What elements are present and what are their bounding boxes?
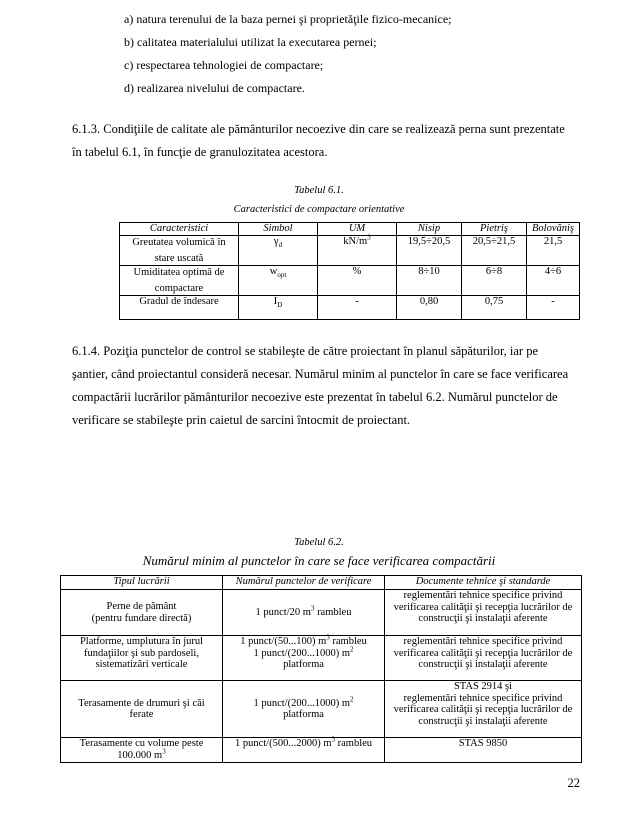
- cell-text: (pentru fundare directă): [91, 612, 192, 624]
- table-cell: 0,80: [397, 296, 462, 320]
- cell-text: stare uscată: [154, 253, 204, 264]
- cell-text: rambleu: [335, 738, 373, 749]
- cell-text: fundaţiilor şi sub pardoseli,: [84, 647, 199, 659]
- cell-text: compactare: [154, 283, 204, 294]
- symbol: I: [273, 296, 278, 307]
- table-cell: [239, 266, 318, 296]
- table-cell: 19,5÷20,5: [397, 236, 462, 266]
- cell-text: reglementări tehnice specifice privind: [403, 636, 563, 647]
- table-row: [61, 636, 582, 681]
- cell-text: verificarea calităţii şi recepţia lucrărilor de: [393, 647, 573, 659]
- table-cell: [120, 266, 239, 296]
- cell-text: 1 punct/(200...1000) m: [253, 697, 351, 709]
- cell-text: Umiditatea optimă de: [133, 267, 225, 278]
- unit-superscript: 3: [367, 233, 371, 242]
- table-cell: [385, 738, 582, 763]
- cell-text: Terasamente cu volume peste: [79, 738, 204, 749]
- table-row: [61, 590, 582, 636]
- table-cell: -: [527, 296, 580, 320]
- table-6-1-label: Tabelul 6.1.: [294, 185, 344, 196]
- table-cell: 6÷8: [462, 266, 527, 296]
- paragraph-line: şantier, când proiectantul consideră necesar. Numărul minim al punctelor în care se face verificarea: [72, 367, 569, 381]
- cell-text: Greutatea volumică în: [132, 237, 226, 248]
- unit: kN/m: [343, 236, 368, 247]
- table-row: [120, 296, 580, 320]
- cell-text: construcţii şi instalaţii aferente: [418, 715, 548, 727]
- table-6-1-title: Caracteristici de compactare orientative: [233, 204, 405, 215]
- header-cell: Tipul lucrării: [61, 576, 223, 590]
- header-cell: Bolovăniş: [527, 223, 580, 236]
- paragraph-line: verificare se stabileşte prin caietul de sarcini întocmit de proiectant.: [72, 413, 411, 427]
- table-6-1: [119, 222, 580, 320]
- symbol: γ: [273, 236, 279, 247]
- superscript: 2: [350, 645, 354, 653]
- cell-text: 100.000 m: [117, 749, 163, 761]
- table-cell: 0,75: [462, 296, 527, 320]
- table-6-2: [60, 575, 582, 763]
- table-cell: [239, 236, 318, 266]
- paragraph-line: 6.1.4. Poziţia punctelor de control se stabileşte de către proiectant în planul săpăturilor, iar pe: [72, 344, 539, 358]
- list-item-a: a) natura terenului de la baza pernei şi proprietăţile fizico-mecanice;: [124, 12, 452, 26]
- symbol-subscript: opt: [277, 271, 287, 280]
- list-item-b: b) calitatea materialului utilizat la executarea pernei;: [124, 35, 377, 49]
- cell-text: verificarea calităţii şi recepţia lucrărilor de: [393, 601, 573, 613]
- table-header-row: [61, 576, 582, 590]
- header-cell: UM: [318, 223, 397, 236]
- superscript: 3: [331, 735, 335, 744]
- table-cell: 4÷6: [527, 266, 580, 296]
- cell-text: platforma: [283, 659, 324, 670]
- table-row: [61, 738, 582, 763]
- table-row: [61, 681, 582, 738]
- table-cell: 21,5: [527, 236, 580, 266]
- list-item-c: c) respectarea tehnologiei de compactare;: [124, 58, 324, 72]
- cell-text: construcţii şi instalaţii aferente: [418, 613, 548, 624]
- table-row: [120, 266, 580, 296]
- table-cell: [223, 590, 385, 636]
- cell-text: verificarea calităţii şi recepţia lucrărilor de: [393, 704, 573, 715]
- superscript: 3: [326, 633, 330, 642]
- cell-text: STAS 2914 şi: [453, 681, 513, 692]
- table-cell: [385, 636, 582, 681]
- table-cell: [61, 681, 223, 738]
- symbol-subscript: D: [277, 301, 283, 310]
- cell-text: 1 punct/20 m: [255, 606, 311, 618]
- table-cell: [318, 266, 397, 296]
- table-cell: 20,5÷21,5: [462, 236, 527, 266]
- header-cell: Pietriş: [462, 223, 527, 236]
- paragraph-line: în tabelul 6.1, în funcţie de granulozitatea acestora.: [72, 145, 328, 159]
- superscript: 3: [310, 604, 315, 613]
- table-cell: [61, 636, 223, 681]
- table-cell: [223, 735, 385, 763]
- table-row: [120, 236, 580, 266]
- table-header-row: [120, 223, 580, 236]
- table-6-2-title: Numărul minim al punctelor în care se face verificarea compactării: [142, 553, 496, 568]
- table-cell: [385, 590, 582, 636]
- cell-text: ferate: [129, 709, 154, 720]
- table-cell: [61, 738, 223, 763]
- header-cell: Simbol: [239, 223, 318, 236]
- cell-text: construcţii şi instalaţii aferente: [418, 659, 548, 670]
- header-cell: Numărul punctelor de verificare: [223, 576, 385, 590]
- superscript: 2: [350, 695, 354, 703]
- table-cell: [223, 633, 385, 681]
- cell-text: Platforme, umplutura în jurul: [79, 636, 204, 647]
- cell-text: 1 punct/(50...100) m: [240, 636, 327, 647]
- cell-text: 1 punct/(500...2000) m: [234, 738, 332, 749]
- table-cell: [239, 296, 318, 320]
- paragraph-6-1-3: [72, 118, 580, 164]
- table-cell: [120, 236, 239, 266]
- header-cell: Caracteristici: [120, 223, 239, 236]
- cell-text: Terasamente de drumuri şi căi: [78, 697, 205, 709]
- table-cell: [223, 681, 385, 738]
- table-cell: 8÷10: [397, 266, 462, 296]
- header-cell: Documente tehnice şi standarde: [385, 576, 582, 590]
- table-cell: -: [318, 296, 397, 320]
- table-cell: [385, 681, 582, 738]
- table-cell: [318, 233, 397, 266]
- paragraph-6-1-4: [72, 340, 580, 432]
- page-number: 22: [567, 776, 580, 790]
- superscript: 3: [162, 747, 166, 755]
- symbol: w: [269, 266, 278, 277]
- paragraph-line: compactării lucrărilor pământurilor necoezive este prezentat în tabelul 6.2. Numărul punctelor de: [72, 390, 558, 404]
- paragraph-line: 6.1.3. Condiţiile de calitate ale pământurilor necoezive din care se realizează perna sunt prezentate: [72, 122, 565, 136]
- list-item-d: d) realizarea nivelului de compactare.: [124, 81, 305, 95]
- cell-text: STAS 9850: [458, 738, 508, 749]
- table-6-2-label: Tabelul 6.2.: [294, 537, 344, 548]
- cell-text: reglementări tehnice specifice privind: [403, 590, 563, 601]
- symbol-subscript: d: [278, 241, 283, 250]
- table-cell: [61, 590, 223, 636]
- cell-text: reglementări tehnice specifice privind: [403, 692, 563, 704]
- table-cell: Gradul de îndesare: [120, 296, 239, 320]
- cell-text: rambleu: [314, 606, 352, 618]
- cell-text: platforma: [283, 709, 324, 720]
- cell-text: 1 punct/(200...1000) m: [253, 647, 351, 659]
- unit: %: [352, 266, 362, 277]
- cell-text: Perne de pământ: [106, 601, 177, 612]
- cell-text: rambleu: [329, 636, 367, 647]
- cell-text: sistematizări verticale: [95, 659, 188, 670]
- header-cell: Nisip: [397, 223, 462, 236]
